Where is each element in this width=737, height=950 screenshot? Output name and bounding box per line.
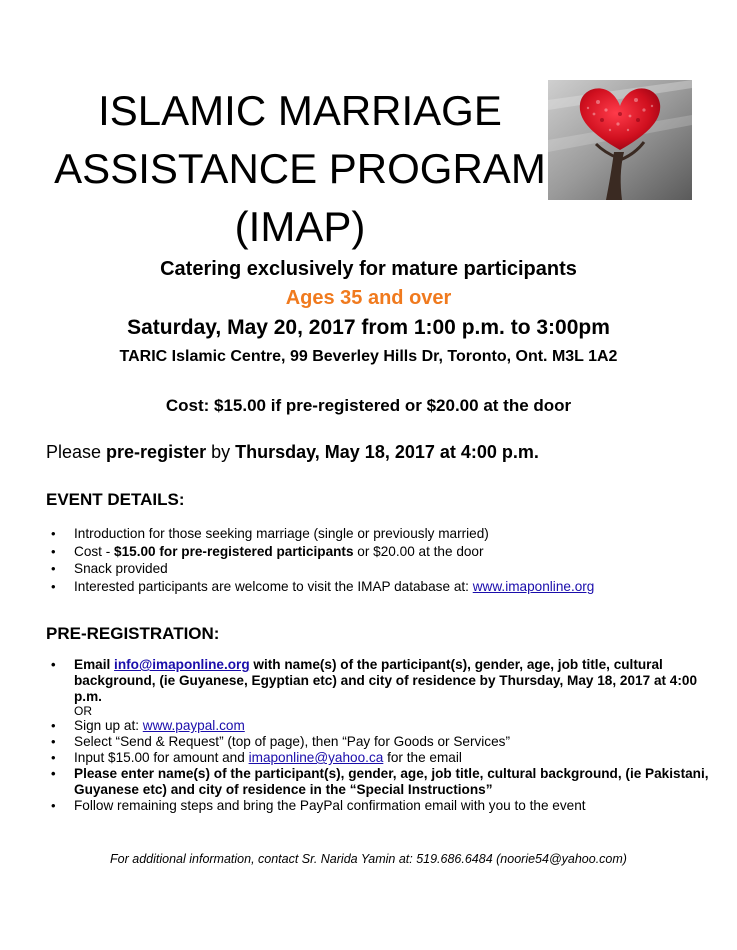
imaponline-link[interactable]: www.imaponline.org xyxy=(472,578,595,594)
event-cost: Cost: $15.00 if pre-registered or $20.00 at the door xyxy=(165,396,572,415)
bullet-icon: • xyxy=(51,798,56,813)
title-line-1: ISLAMIC MARRIAGE xyxy=(98,87,502,134)
list-item: • Interested participants are welcome to visit the IMAP database at: www.imaponline.org xyxy=(51,578,595,594)
page-title xyxy=(40,82,560,256)
bullet-icon: • xyxy=(51,561,56,576)
list-item: • Please enter name(s) of the participant(s), gender, age, job title, cultural background, (ie Pakistani, Guyanese etc) and city of residence in the “Special Instructions” xyxy=(51,766,709,797)
catering-line: Catering exclusively for mature participants xyxy=(160,258,577,280)
list-item: • Follow remaining steps and bring the PayPal confirmation email with you to the event xyxy=(51,798,586,813)
pre-registration-list xyxy=(46,657,716,814)
paypal-link[interactable]: www.paypal.com xyxy=(142,718,245,733)
event-details-heading: EVENT DETAILS: xyxy=(46,490,185,509)
yahoo-email-link[interactable]: imaponline@yahoo.ca xyxy=(248,750,384,765)
list-item: • Snack provided xyxy=(51,561,168,576)
bullet-icon: • xyxy=(51,718,56,733)
or-separator: OR xyxy=(74,704,92,718)
list-item: • Sign up at: www.paypal.com xyxy=(51,718,245,733)
ages-line: Ages 35 and over xyxy=(285,287,452,309)
bullet-icon: • xyxy=(51,578,56,594)
title-line-3: (IMAP) xyxy=(234,203,366,250)
bullet-icon: • xyxy=(51,543,56,559)
pre-registration-heading: PRE-REGISTRATION: xyxy=(46,624,220,643)
event-date: Saturday, May 20, 2017 from 1:00 p.m. to 3:00pm xyxy=(127,316,610,339)
event-details-list xyxy=(46,526,716,596)
event-venue: TARIC Islamic Centre, 99 Beverley Hills Dr, Toronto, Ont. M3L 1A2 xyxy=(119,348,618,365)
bullet-icon: • xyxy=(51,766,56,781)
contact-footer: For additional information, contact Sr. Narida Yamin at: 519.686.6484 (noorie54@yahoo.com) xyxy=(110,852,627,866)
bullet-icon: • xyxy=(51,750,56,765)
bullet-icon: • xyxy=(51,657,56,672)
preregister-notice: Please pre-register by Thursday, May 18, 2017 at 4:00 p.m. xyxy=(46,442,539,462)
list-item: • Input $15.00 for amount and imaponline@yahoo.ca for the email xyxy=(51,750,462,765)
list-item: • Select “Send & Request” (top of page), then “Pay for Goods or Services” xyxy=(51,734,510,749)
title-line-2: ASSISTANCE PROGRAM xyxy=(54,145,546,192)
list-item: • Cost - $15.00 for pre-registered participants or $20.00 at the door xyxy=(51,543,484,559)
bullet-icon: • xyxy=(51,734,56,749)
info-email-link[interactable]: info@imaponline.org xyxy=(114,657,250,672)
bullet-icon: • xyxy=(51,526,56,541)
list-item: • Introduction for those seeking marriage (single or previously married) xyxy=(51,526,489,541)
list-item: • Email info@imaponline.org with name(s) of the participant(s), gender, age, job title, cultural background, (ie Guyanese, Egyptian etc) and city of residence by Thursday, May 18, 2017 at 4:00 p.m. xyxy=(51,657,698,704)
heart-tree-image xyxy=(548,80,692,200)
